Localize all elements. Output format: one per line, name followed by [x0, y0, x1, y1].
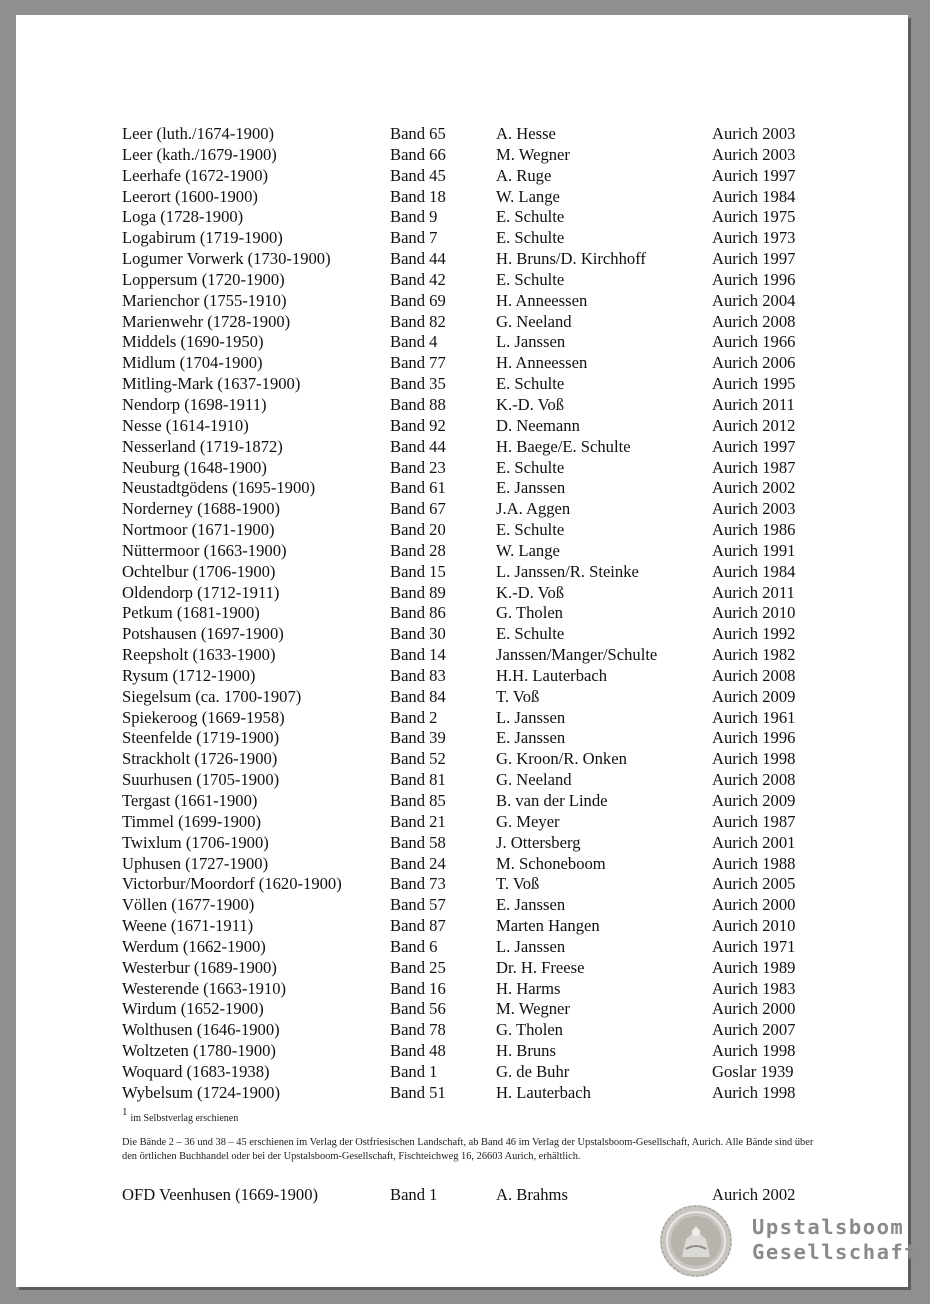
cell-author: L. Janssen [496, 707, 566, 727]
cell-author: L. Janssen [496, 332, 566, 352]
cell-publication: Aurich 1971 [712, 936, 796, 956]
cell-publication: Aurich 1984 [712, 186, 796, 206]
cell-publication: Goslar 1939 [712, 1061, 794, 1081]
cell-author: W. Lange [496, 540, 560, 560]
cell-publication: Aurich 2009 [712, 791, 796, 810]
cell-place: Timmel (1699-1900) [122, 811, 262, 831]
cell-place: Leer (kath./1679-1900) [122, 144, 277, 164]
cell-band: Band 15 [390, 561, 446, 581]
cell-author: G. de Buhr [496, 1061, 570, 1081]
cell-place: Rysum (1712-1900) [122, 665, 256, 685]
table-row [122, 207, 822, 228]
table-row [122, 228, 822, 249]
cell-band: Band 78 [390, 1020, 446, 1040]
cell-place: Steenfelde (1719-1900) [122, 728, 280, 748]
footnote [122, 1106, 238, 1124]
cell-author: G. Meyer [496, 811, 560, 831]
cell-band: Band 73 [390, 874, 446, 894]
cell-place: Petkum (1681-1900) [122, 603, 260, 623]
cell-place: Nendorp (1698-1911) [122, 394, 267, 414]
table-row [122, 270, 822, 291]
cell-author: L. Janssen [496, 936, 566, 956]
cell-band: Band 83 [390, 665, 446, 685]
cell-band: Band 2 [390, 707, 438, 727]
table-row [122, 979, 822, 1000]
cell-publication: Aurich 1991 [712, 540, 796, 560]
table-row [122, 666, 822, 687]
cell-publication: Aurich 1998 [712, 1082, 796, 1102]
cell-author: G. Tholen [496, 1020, 563, 1040]
cell-band: Band 56 [390, 999, 446, 1019]
ofd-band: Band 1 [390, 1185, 438, 1204]
cell-band: Band 77 [390, 353, 446, 373]
table-row [122, 374, 822, 395]
cell-publication: Aurich 1983 [712, 978, 796, 998]
table-row [122, 603, 822, 624]
cell-place: Strackholt (1726-1900) [122, 749, 278, 769]
cell-publication: Aurich 1987 [712, 811, 796, 831]
cell-band: Band 66 [390, 144, 446, 164]
cell-publication: Aurich 1961 [712, 707, 796, 727]
cell-place: Leer (luth./1674-1900) [122, 124, 275, 143]
cell-author: H.H. Lauterbach [496, 665, 608, 685]
cell-publication: Aurich 2012 [712, 415, 796, 435]
cell-publication: Aurich 2008 [712, 665, 796, 685]
cell-place: Victorbur/Moordorf (1620-1900) [122, 874, 342, 894]
cell-place: Logumer Vorwerk (1730-1900) [122, 249, 331, 269]
table-row [122, 353, 822, 374]
cell-author: D. Neemann [496, 415, 580, 435]
table-row [122, 812, 822, 833]
cell-author: M. Schoneboom [496, 853, 606, 873]
table-row [122, 708, 822, 729]
cell-publication: Aurich 2006 [712, 353, 796, 373]
cell-band: Band 20 [390, 520, 446, 540]
table-row [122, 499, 822, 520]
cell-place: Woquard (1683-1938) [122, 1061, 270, 1081]
cell-publication: Aurich 2009 [712, 686, 796, 706]
cell-publication: Aurich 2001 [712, 832, 796, 852]
cell-publication: Aurich 2003 [712, 144, 796, 164]
cell-place: Wolthusen (1646-1900) [122, 1020, 280, 1040]
cell-publication: Aurich 2000 [712, 999, 796, 1019]
table-row [122, 728, 822, 749]
cell-band: Band 69 [390, 290, 446, 310]
cell-author: G. Neeland [496, 311, 572, 331]
cell-publication: Aurich 1984 [712, 561, 796, 581]
cell-band: Band 45 [390, 165, 446, 185]
cell-place: Westerbur (1689-1900) [122, 957, 277, 977]
ofd-row [122, 1184, 822, 1205]
table-row [122, 520, 822, 541]
cell-band: Band 4 [390, 332, 438, 352]
cell-publication: Aurich 1966 [712, 332, 796, 352]
cell-band: Band 28 [390, 540, 446, 560]
cell-publication: Aurich 1987 [712, 457, 796, 477]
cell-place: Leerhafe (1672-1900) [122, 165, 269, 185]
cell-place: Norderney (1688-1900) [122, 499, 281, 519]
cell-publication: Aurich 1997 [712, 436, 796, 456]
logo-line-2: Gesellschaft [752, 1240, 919, 1264]
cell-place: Nüttermoor (1663-1900) [122, 540, 287, 560]
table-row [122, 249, 822, 270]
logo-text [752, 1215, 918, 1265]
cell-band: Band 84 [390, 686, 446, 706]
cell-author: E. Janssen [496, 895, 566, 915]
cell-publication: Aurich 1982 [712, 645, 796, 665]
cell-place: Marienwehr (1728-1900) [122, 311, 291, 331]
cell-place: Mitling-Mark (1637-1900) [122, 374, 301, 394]
logo-line-1: Upstalsboom [752, 1215, 905, 1239]
cell-place: Logabirum (1719-1900) [122, 228, 283, 248]
cell-place: Uphusen (1727-1900) [122, 853, 269, 873]
cell-publication: Aurich 2011 [712, 582, 795, 602]
cell-band: Band 58 [390, 832, 446, 852]
cell-author: E. Schulte [496, 269, 565, 289]
table-row [122, 458, 822, 479]
cell-publication: Aurich 1973 [712, 228, 796, 248]
cell-place: Wybelsum (1724-1900) [122, 1082, 280, 1102]
cell-author: K.-D. Voß [496, 582, 565, 602]
table-row [122, 145, 822, 166]
cell-place: Spiekeroog (1669-1958) [122, 707, 285, 727]
cell-band: Band 21 [390, 811, 446, 831]
cell-band: Band 44 [390, 249, 446, 269]
cell-publication: Aurich 2011 [712, 394, 795, 414]
table-row [122, 416, 822, 437]
table-row [122, 562, 822, 583]
footnote-marker: 1 [122, 1106, 128, 1118]
cell-author: A. Hesse [496, 124, 556, 143]
cell-author: A. Ruge [496, 165, 552, 185]
cell-place: Twixlum (1706-1900) [122, 832, 269, 852]
cell-place: Leerort (1600-1900) [122, 186, 258, 206]
cell-publication: Aurich 1988 [712, 853, 796, 873]
table-row [122, 854, 822, 875]
table-row [122, 916, 822, 937]
cell-place: Nesse (1614-1910) [122, 415, 249, 435]
cell-band: Band 42 [390, 269, 446, 289]
table-row [122, 332, 822, 353]
cell-publication: Aurich 2008 [712, 770, 796, 790]
table-row [122, 833, 822, 854]
cell-author: J.A. Aggen [496, 499, 571, 519]
cell-place: Ochtelbur (1706-1900) [122, 561, 276, 581]
cell-place: Völlen (1677-1900) [122, 895, 255, 915]
cell-place: Werdum (1662-1900) [122, 936, 266, 956]
cell-publication: Aurich 2007 [712, 1020, 796, 1040]
cell-publication: Aurich 2010 [712, 603, 796, 623]
cell-place: Neuburg (1648-1900) [122, 457, 267, 477]
cell-band: Band 23 [390, 457, 446, 477]
ofd-author: A. Brahms [496, 1185, 568, 1204]
cell-author: H. Bruns/D. Kirchhoff [496, 249, 646, 269]
cell-author: T. Voß [496, 686, 540, 706]
cell-band: Band 39 [390, 728, 446, 748]
cell-band: Band 14 [390, 645, 446, 665]
table-row [122, 124, 822, 145]
cell-author: E. Schulte [496, 457, 565, 477]
ofd-place: OFD Veenhusen (1669-1900) [122, 1185, 319, 1204]
cell-author: G. Kroon/R. Onken [496, 749, 627, 769]
footnote-text: im Selbstverlag erschienen [130, 1113, 239, 1124]
table-row [122, 478, 822, 499]
cell-band: Band 30 [390, 624, 446, 644]
table-row [122, 1062, 822, 1083]
cell-publication: Aurich 2000 [712, 895, 796, 915]
cell-author: Janssen/Manger/Schulte [496, 645, 658, 665]
cell-band: Band 51 [390, 1082, 446, 1102]
table-row [122, 395, 822, 416]
cell-publication: Aurich 1996 [712, 269, 796, 289]
document-page [16, 15, 919, 1287]
cell-author: H. Bruns [496, 1041, 556, 1061]
upstalsboom-logo [660, 1205, 919, 1275]
cell-band: Band 48 [390, 1041, 446, 1061]
cell-place: Marienchor (1755-1910) [122, 290, 287, 310]
cell-publication: Aurich 1992 [712, 624, 796, 644]
cell-place: Wirdum (1652-1900) [122, 999, 264, 1019]
cell-place: Loga (1728-1900) [122, 207, 244, 227]
cell-band: Band 7 [390, 228, 438, 248]
upstalsboom-seal-icon [660, 1205, 732, 1277]
cell-publication: Aurich 2002 [712, 478, 796, 498]
cell-place: Loppersum (1720-1900) [122, 269, 285, 289]
cell-author: E. Schulte [496, 207, 565, 227]
cell-band: Band 18 [390, 186, 446, 206]
ofd-publication: Aurich 2002 [712, 1185, 796, 1204]
cell-publication: Aurich 2004 [712, 290, 796, 310]
cell-author: H. Anneessen [496, 353, 588, 373]
cell-author: E. Janssen [496, 478, 566, 498]
cell-author: E. Schulte [496, 374, 565, 394]
cell-publication: Aurich 2003 [712, 124, 796, 143]
table-row [122, 791, 822, 812]
cell-band: Band 1 [390, 1061, 438, 1081]
cell-band: Band 82 [390, 311, 446, 331]
cell-place: Weene (1671-1911) [122, 916, 254, 936]
cell-place: Woltzeten (1780-1900) [122, 1041, 276, 1061]
cell-author: G. Neeland [496, 770, 572, 790]
cell-author: K.-D. Voß [496, 394, 565, 414]
cell-publication: Aurich 1998 [712, 749, 796, 769]
table-row [122, 874, 822, 895]
cell-author: E. Schulte [496, 624, 565, 644]
table-row [122, 624, 822, 645]
table-row [122, 312, 822, 333]
table-row [122, 437, 822, 458]
cell-author: Dr. H. Freese [496, 957, 585, 977]
cell-band: Band 88 [390, 394, 446, 414]
cell-band: Band 52 [390, 749, 446, 769]
cell-author: T. Voß [496, 874, 540, 894]
table-row [122, 1083, 822, 1104]
cell-place: Neustadtgödens (1695-1900) [122, 478, 316, 498]
cell-band: Band 6 [390, 936, 438, 956]
cell-author: E. Schulte [496, 520, 565, 540]
cell-author: G. Tholen [496, 603, 563, 623]
table-row [122, 166, 822, 187]
cell-band: Band 25 [390, 957, 446, 977]
cell-publication: Aurich 1996 [712, 728, 796, 748]
publisher-note: Die Bände 2 – 36 und 38 – 45 erschienen im Verlag der Ostfriesischen Landschaft, ab Band 46 im Verlag der Upstalsboom-Gesellschaft, Aurich. Alle Bände sind über den örtlichen Buchhandel oder bei der Upstalsboom-Gesellschaft, Fischteichweg 16, 26603 Aurich, erhältlich. [122, 1137, 814, 1162]
cell-place: Suurhusen (1705-1900) [122, 770, 280, 790]
table-row [122, 645, 822, 666]
cell-author: E. Janssen [496, 728, 566, 748]
table-row [122, 937, 822, 958]
cell-band: Band 16 [390, 978, 446, 998]
table-row [122, 999, 822, 1020]
cell-author: H. Harms [496, 978, 561, 998]
table-row [122, 541, 822, 562]
table-row [122, 583, 822, 604]
cell-place: Middels (1690-1950) [122, 332, 264, 352]
cell-author: L. Janssen/R. Steinke [496, 561, 639, 581]
cell-band: Band 92 [390, 415, 446, 435]
cell-band: Band 9 [390, 207, 438, 227]
cell-band: Band 44 [390, 436, 446, 456]
cell-place: Nortmoor (1671-1900) [122, 520, 275, 540]
table-row [122, 291, 822, 312]
table-row [122, 895, 822, 916]
table-row [122, 1020, 822, 1041]
cell-place: Potshausen (1697-1900) [122, 624, 284, 644]
cell-band: Band 85 [390, 791, 446, 810]
cell-band: Band 65 [390, 124, 446, 143]
cell-author: H. Lauterbach [496, 1082, 591, 1102]
cell-author: B. van der Linde [496, 791, 608, 810]
cell-place: Midlum (1704-1900) [122, 353, 263, 373]
cell-publication: Aurich 1998 [712, 1041, 796, 1061]
cell-author: J. Ottersberg [496, 832, 581, 852]
table-row [122, 1041, 822, 1062]
cell-author: W. Lange [496, 186, 560, 206]
cell-band: Band 89 [390, 582, 446, 602]
table-row [122, 770, 822, 791]
table-row [122, 958, 822, 979]
cell-publication: Aurich 2008 [712, 311, 796, 331]
cell-band: Band 57 [390, 895, 446, 915]
cell-publication: Aurich 1989 [712, 957, 796, 977]
cell-band: Band 81 [390, 770, 446, 790]
cell-publication: Aurich 1995 [712, 374, 796, 394]
cell-place: Oldendorp (1712-1911) [122, 582, 280, 602]
cell-author: E. Schulte [496, 228, 565, 248]
table-row [122, 187, 822, 208]
cell-band: Band 61 [390, 478, 446, 498]
cell-place: Reepsholt (1633-1900) [122, 645, 276, 665]
cell-publication: Aurich 1986 [712, 520, 796, 540]
cell-band: Band 67 [390, 499, 446, 519]
cell-publication: Aurich 1997 [712, 165, 796, 185]
table-row [122, 687, 822, 708]
cell-publication: Aurich 1975 [712, 207, 796, 227]
cell-publication: Aurich 2003 [712, 499, 796, 519]
cell-author: M. Wegner [496, 999, 570, 1019]
cell-publication: Aurich 2010 [712, 916, 796, 936]
cell-place: Nesserland (1719-1872) [122, 436, 283, 456]
cell-band: Band 35 [390, 374, 446, 394]
cell-place: Tergast (1661-1900) [122, 791, 258, 810]
parish-register-table [122, 124, 822, 1104]
cell-place: Westerende (1663-1910) [122, 978, 287, 998]
cell-author: Marten Hangen [496, 916, 600, 936]
cell-author: H. Baege/E. Schulte [496, 436, 631, 456]
table-row [122, 749, 822, 770]
cell-author: H. Anneessen [496, 290, 588, 310]
cell-band: Band 87 [390, 916, 446, 936]
cell-publication: Aurich 2005 [712, 874, 796, 894]
cell-band: Band 24 [390, 853, 446, 873]
cell-publication: Aurich 1997 [712, 249, 796, 269]
cell-author: M. Wegner [496, 144, 570, 164]
cell-band: Band 86 [390, 603, 446, 623]
cell-place: Siegelsum (ca. 1700-1907) [122, 686, 302, 706]
